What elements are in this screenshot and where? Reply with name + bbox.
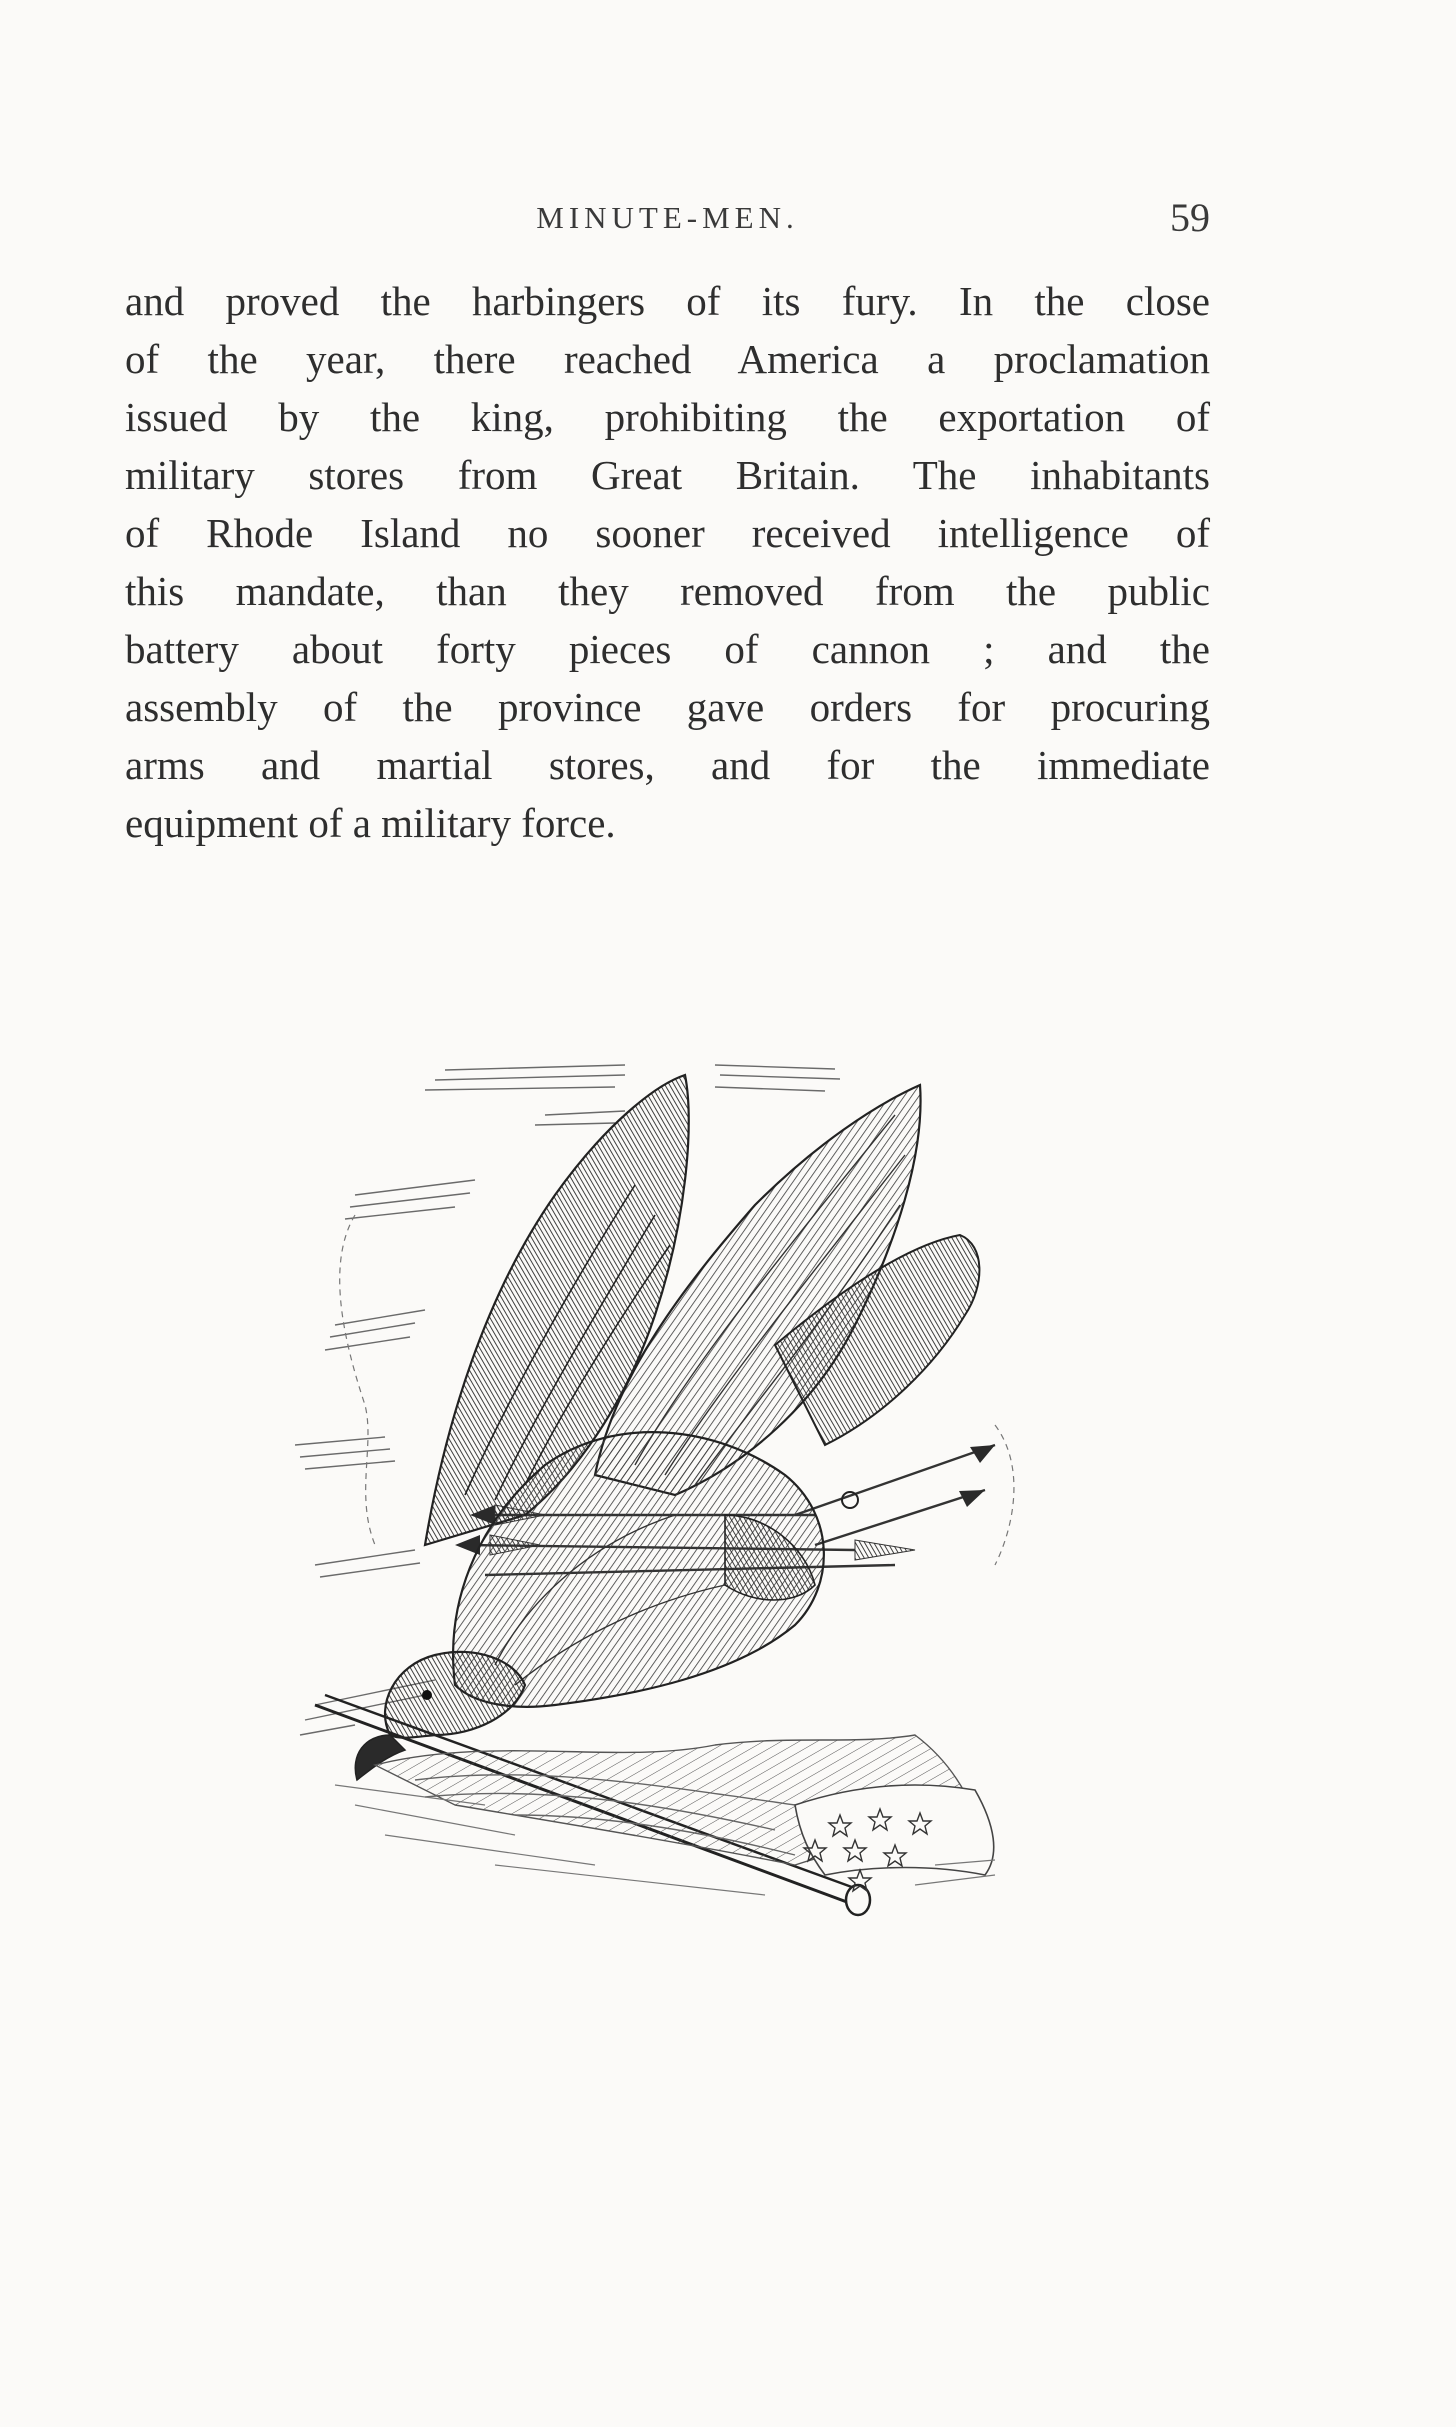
text-line: and proved the harbingers of its fury. In the close [125, 278, 1210, 324]
text-line: of the year, there reached America a proclamation [125, 336, 1210, 382]
text-line: issued by the king, prohibiting the exportation of [125, 394, 1210, 440]
body-paragraph [125, 272, 1210, 852]
text-line: arms and martial stores, and for the immediate [125, 742, 1210, 788]
page-number: 59 [1170, 195, 1210, 240]
eagle-with-flag-engraving-icon [295, 1045, 1055, 1925]
running-head [125, 196, 1210, 246]
text-line: of Rhode Island no sooner received intelligence of [125, 510, 1210, 556]
text-line: battery about forty pieces of cannon ; and the [125, 626, 1210, 672]
running-title: MINUTE-MEN. [536, 200, 799, 235]
text-line: assembly of the province gave orders for procuring [125, 684, 1210, 730]
text-line: military stores from Great Britain. The inhabitants [125, 452, 1210, 498]
text-line: equipment of a military force. [125, 800, 616, 846]
text-line: this mandate, than they removed from the public [125, 568, 1210, 614]
